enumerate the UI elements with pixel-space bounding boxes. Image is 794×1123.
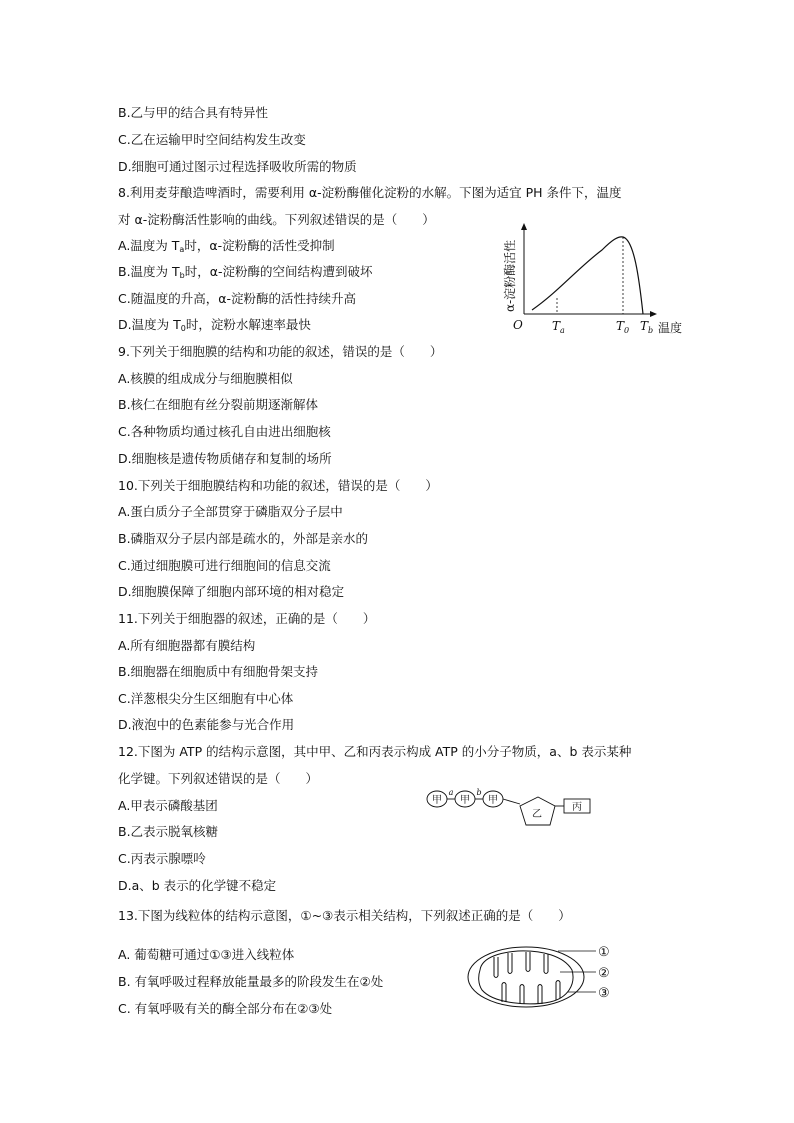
- text-line: C.洋葱根尖分生区细胞有中心体: [118, 691, 294, 706]
- svg-text:b: b: [476, 788, 482, 797]
- x-axis-label: 温度: [658, 321, 683, 335]
- text-line: 8.利用麦芽酿造啤酒时，需要利用 α-淀粉酶催化淀粉的水解。下图为适宜 PH 条件下，温度: [118, 185, 622, 200]
- text-line: 对 α-淀粉酶活性影响的曲线。下列叙述错误的是（ ）: [118, 212, 435, 227]
- text-line: C.乙在运输甲时空间结构发生改变: [118, 132, 306, 147]
- label-1: ①: [598, 945, 610, 960]
- text-line: 13.下图为线粒体的结构示意图，①~③表示相关结构，下列叙述正确的是（ ）: [118, 908, 571, 923]
- cristae: [494, 952, 560, 1004]
- text-line: A.蛋白质分子全部贯穿于磷脂双分子层中: [118, 504, 343, 519]
- y-axis-arrow: [521, 223, 527, 230]
- text-line: D.细胞膜保障了细胞内部环境的相对稳定: [118, 584, 345, 599]
- text-line: A.所有细胞器都有膜结构: [118, 638, 256, 653]
- text-line: C. 有氧呼吸有关的酶全部分布在②③处: [118, 1001, 333, 1016]
- activity-curve: [532, 237, 643, 314]
- label-2: ②: [598, 966, 610, 981]
- mitochondrion-figure: [464, 942, 624, 1012]
- text-line: 10.下列关于细胞膜结构和功能的叙述，错误的是（ ）: [118, 478, 438, 493]
- svg-text:丙: 丙: [572, 802, 582, 813]
- text-line: C.随温度的升高，α-淀粉酶的活性持续升高: [118, 291, 356, 306]
- text-line: B.乙与甲的结合具有特异性: [118, 105, 269, 120]
- label-3: ③: [598, 986, 610, 1001]
- text-line: D.a、b 表示的化学键不稳定: [118, 878, 277, 893]
- atp-structure-figure: [424, 786, 599, 830]
- text-line: D.细胞可通过图示过程选择吸收所需的物质: [118, 159, 357, 174]
- text-line: B.核仁在细胞有丝分裂前期逐渐解体: [118, 397, 319, 412]
- svg-text:甲: 甲: [432, 795, 442, 806]
- text-line: C.丙表示腺嘌呤: [118, 851, 206, 866]
- x-axis-arrow: [650, 311, 657, 317]
- tick-label-tb: $T_b$: [640, 319, 654, 335]
- text-line: 9.下列关于细胞膜的结构和功能的叙述，错误的是（ ）: [118, 344, 443, 359]
- svg-text:甲: 甲: [488, 795, 498, 806]
- text-line: 化学键。下列叙述错误的是（ ）: [118, 771, 319, 786]
- text-line: 11.下列关于细胞器的叙述，正确的是（ ）: [118, 611, 376, 626]
- text-line: B.磷脂双分子层内部是疏水的，外部是亲水的: [118, 531, 369, 546]
- text-line: B.温度为 $T_b$时，α-淀粉酶的空间结构遭到破坏: [118, 264, 373, 280]
- text-line: B. 有氧呼吸过程释放能量最多的阶段发生在②处: [118, 974, 384, 989]
- text-line: D.细胞核是遗传物质储存和复制的场所: [118, 451, 332, 466]
- text-line: A. 葡萄糖可通过①③进入线粒体: [118, 947, 295, 962]
- y-axis-label: α-淀粉酶活性: [503, 239, 517, 312]
- text-line: C.通过细胞膜可进行细胞间的信息交流: [118, 558, 331, 573]
- svg-text:甲: 甲: [460, 795, 470, 806]
- text-line: B.细胞器在细胞质中有细胞骨架支持: [118, 664, 319, 679]
- text-line: A.核膜的组成成分与细胞膜相似: [118, 371, 293, 386]
- origin-label: O: [513, 318, 523, 332]
- tick-label-t0: $T_0$: [616, 319, 630, 335]
- text-line: A.温度为 $T_a$时，α-淀粉酶的活性受抑制: [118, 238, 335, 254]
- text-line: 12.下图为 ATP 的结构示意图，其中甲、乙和丙表示构成 ATP 的小分子物质，a、b 表示某种: [118, 744, 632, 759]
- tick-label-ta: $T_a$: [552, 319, 565, 335]
- svg-text:a: a: [448, 788, 454, 797]
- text-line: A.甲表示磷酸基团: [118, 798, 218, 813]
- text-line: D.温度为 $T_0$时，淀粉水解速率最快: [118, 317, 311, 333]
- enzyme-activity-figure: [498, 222, 693, 340]
- svg-text:乙: 乙: [532, 809, 542, 820]
- text-line: B.乙表示脱氧核糖: [118, 824, 219, 839]
- phosphate-sugar-link: [503, 799, 520, 804]
- text-line: D.液泡中的色素能参与光合作用: [118, 717, 295, 732]
- text-line: C.各种物质均通过核孔自由进出细胞核: [118, 424, 331, 439]
